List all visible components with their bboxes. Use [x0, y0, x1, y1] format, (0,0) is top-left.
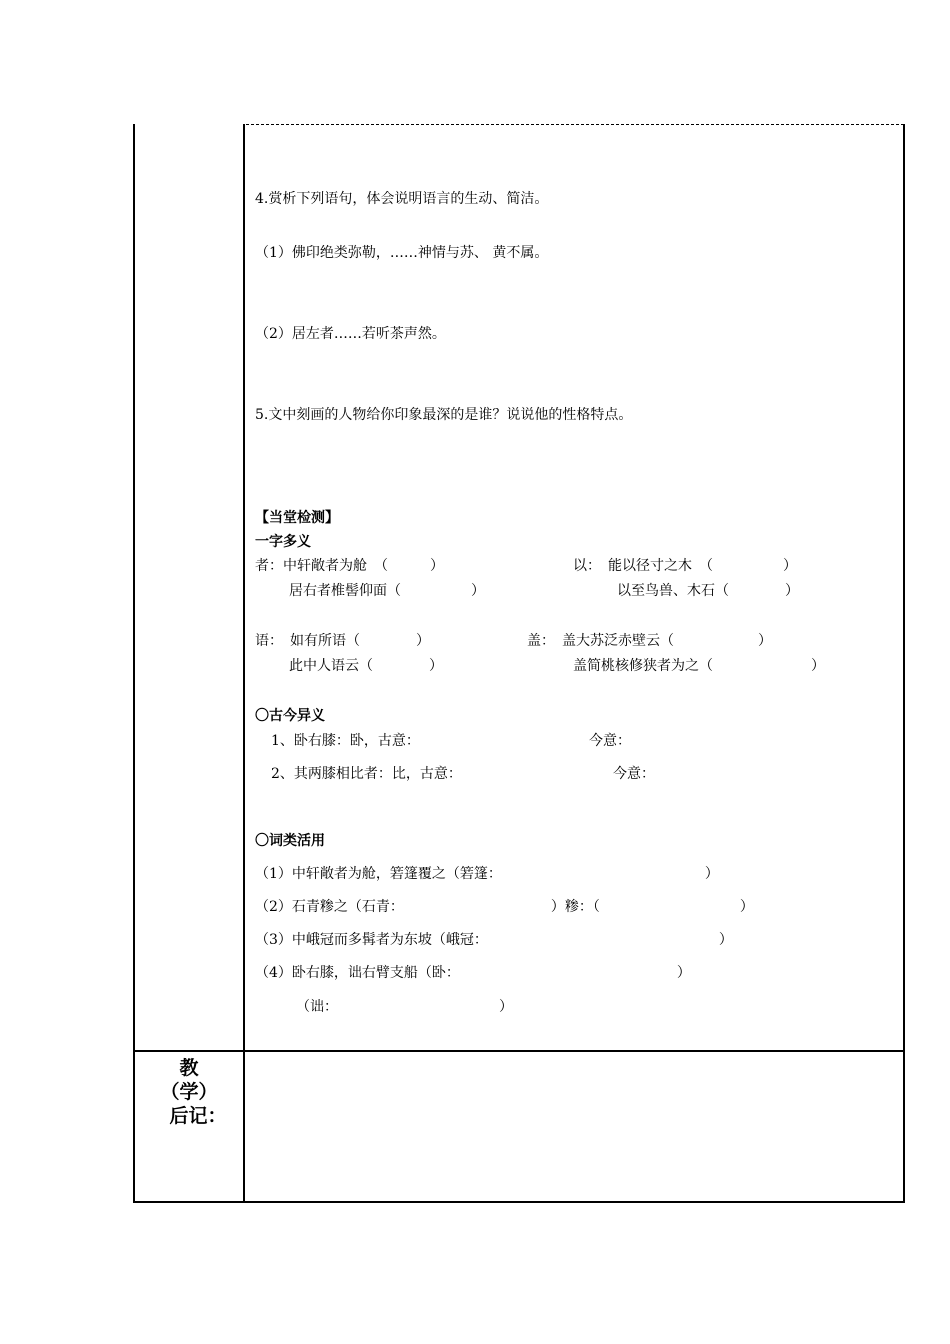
polysemy-yu-2: 此中人语云（ ） — [289, 658, 443, 674]
table-border-right — [903, 124, 905, 1203]
table-top-dashed-border — [246, 124, 904, 125]
word-class-item-2: （2）石青糁之（石青： ）糁：（ ） — [255, 899, 754, 915]
ancient-modern-item-2-ancient: 2、其两膝相比者：比，古意： — [271, 766, 462, 782]
postscript-label-line-2: （学） — [160, 1081, 218, 1103]
postscript-label-line-3: 后记： — [169, 1105, 227, 1127]
question-5-prompt: 5.文中刻画的人物给你印象最深的是谁？说说他的性格特点。 — [255, 407, 633, 423]
question-4-item-1: （1）佛印绝类弥勒，……神情与苏、 黄不属。 — [255, 245, 549, 261]
question-4-prompt: 4.赏析下列语句，体会说明语言的生动、简洁。 — [255, 191, 549, 207]
table-column-divider — [243, 124, 245, 1203]
polysemy-gai-1: 盖： 盖大苏泛赤壁云（ ） — [527, 633, 772, 649]
polysemy-yi-1: 以： 能以径寸之木 （ ） — [573, 558, 797, 574]
table-border-left — [133, 124, 135, 1203]
polysemy-zhe-2: 居右者椎髻仰面（ ） — [289, 583, 485, 599]
postscript-label — [137, 1056, 241, 1128]
question-4-item-2: （2）居左者……若听茶声然。 — [255, 326, 446, 342]
polysemy-yi-2: 以至鸟兽、木石（ ） — [617, 583, 799, 599]
ancient-modern-item-1-ancient: 1、卧右膝：卧，古意： — [271, 733, 420, 749]
word-class-item-3: （3）中峨冠而多髯者为东坡（峨冠： ） — [255, 932, 733, 948]
ancient-modern-item-2-modern: 今意： — [613, 766, 655, 782]
word-class-heading: 〇词类活用 — [255, 833, 325, 849]
check-heading: 【当堂检测】 — [255, 510, 339, 526]
ancient-modern-item-1-modern: 今意： — [589, 733, 631, 749]
table-border-bottom — [133, 1201, 905, 1203]
table-row-divider — [133, 1050, 905, 1052]
word-class-item-1: （1）中轩敞者为舱，箬篷覆之（箬篷： ） — [255, 866, 719, 882]
word-class-item-4-continued: （诎： ） — [296, 999, 513, 1015]
word-class-item-4: （4）卧右膝，诎右臂支船（卧： ） — [255, 965, 691, 981]
postscript-label-line-1: 教 — [179, 1057, 199, 1079]
ancient-modern-heading: 〇古今异义 — [255, 708, 325, 724]
polysemy-heading: 一字多义 — [255, 534, 311, 550]
polysemy-yu-1: 语： 如有所语（ ） — [255, 633, 430, 649]
polysemy-zhe-1: 者：中轩敞者为舱 （ ） — [255, 558, 444, 574]
polysemy-gai-2: 盖简桃核修狭者为之（ ） — [573, 658, 825, 674]
